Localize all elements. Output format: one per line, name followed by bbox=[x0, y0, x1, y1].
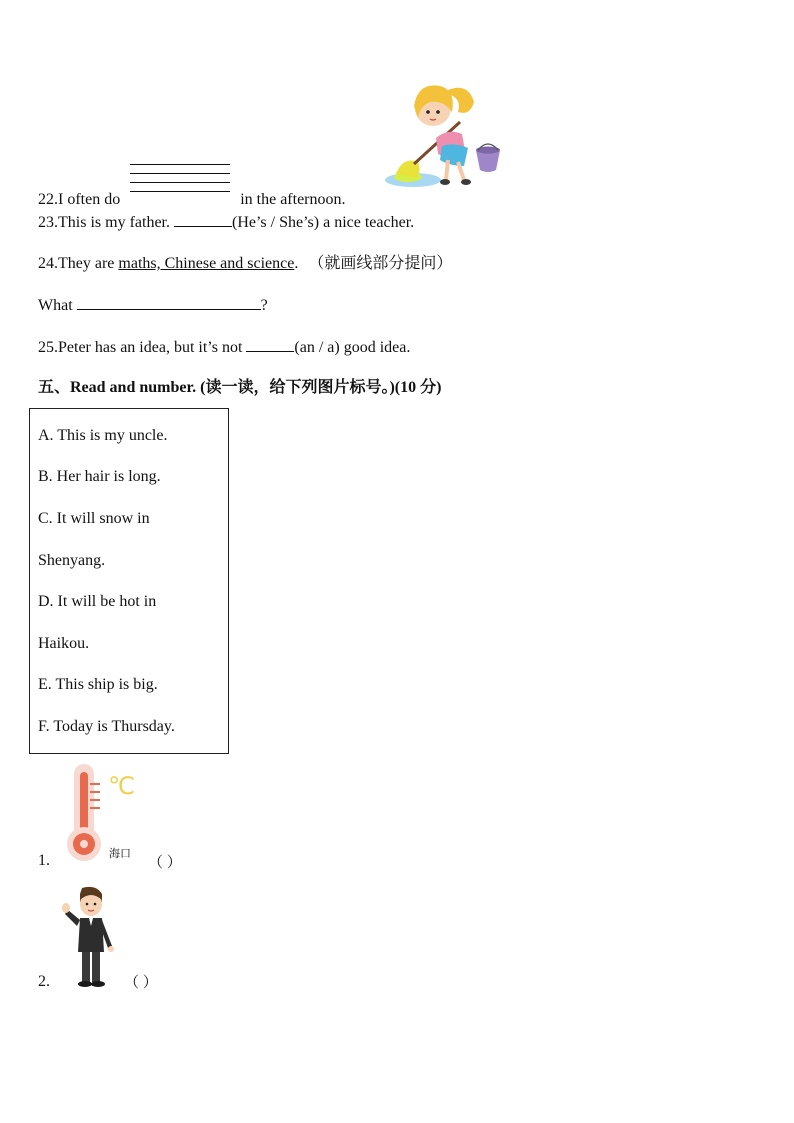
option-d-continued: Haikou. bbox=[38, 635, 90, 652]
item-1-number: 1. bbox=[38, 852, 50, 869]
option-a: A. This is my uncle. bbox=[38, 427, 168, 444]
option-c-continued: Shenyang. bbox=[38, 552, 106, 569]
item-2-answer-paren[interactable]: （ ） bbox=[124, 975, 158, 991]
answer-choice: (He’s / She’s) a nice teacher. bbox=[231, 214, 415, 231]
underlined-phrase: maths, Chinese and science bbox=[118, 255, 295, 272]
answer-blank-lines bbox=[130, 164, 230, 194]
answer-blank[interactable] bbox=[77, 295, 261, 310]
period: . bbox=[294, 255, 299, 272]
option-d: D. It will be hot in bbox=[38, 593, 157, 610]
man-waving-illustration bbox=[60, 886, 122, 988]
question-number: 23. bbox=[38, 214, 58, 231]
answer-blank[interactable] bbox=[246, 337, 294, 352]
option-c: C. It will snow in bbox=[38, 510, 150, 527]
option-b: B. Her hair is long. bbox=[38, 468, 161, 485]
option-f: F. Today is Thursday. bbox=[38, 718, 175, 735]
options-box bbox=[29, 408, 229, 754]
question-text-before: I often do bbox=[58, 191, 121, 208]
item-2-number: 2. bbox=[38, 973, 50, 990]
celsius-unit: ℃ bbox=[108, 772, 135, 800]
question-text-before: They are bbox=[58, 255, 115, 272]
question-22 bbox=[38, 176, 346, 210]
answer-suffix: ? bbox=[260, 297, 268, 314]
question-25 bbox=[38, 337, 410, 358]
item-1-answer-paren[interactable]: （ ） bbox=[148, 855, 182, 871]
option-e: E. This ship is big. bbox=[38, 676, 158, 693]
question-number: 24. bbox=[38, 255, 58, 272]
question-text-after: (an / a) good idea. bbox=[294, 339, 411, 356]
question-24 bbox=[38, 254, 452, 274]
question-number: 22. bbox=[38, 191, 58, 208]
section-heading: 五、Read and number. (读一读，给下列图片标号。)(10 分) bbox=[38, 379, 442, 396]
question-23 bbox=[38, 212, 414, 233]
question-number: 25. bbox=[38, 339, 58, 356]
answer-prefix: What bbox=[38, 297, 73, 314]
question-text-before: Peter has an idea, but it’s not bbox=[58, 339, 243, 356]
question-text-after: in the afternoon. bbox=[240, 191, 346, 208]
instruction: （就画线部分提问） bbox=[308, 255, 453, 272]
city-caption: 海口 bbox=[109, 847, 131, 860]
question-24-answer bbox=[38, 295, 268, 316]
girl-mopping-illustration bbox=[378, 76, 504, 192]
answer-blank[interactable] bbox=[174, 212, 232, 227]
question-text-before: This is my father. bbox=[58, 214, 170, 231]
